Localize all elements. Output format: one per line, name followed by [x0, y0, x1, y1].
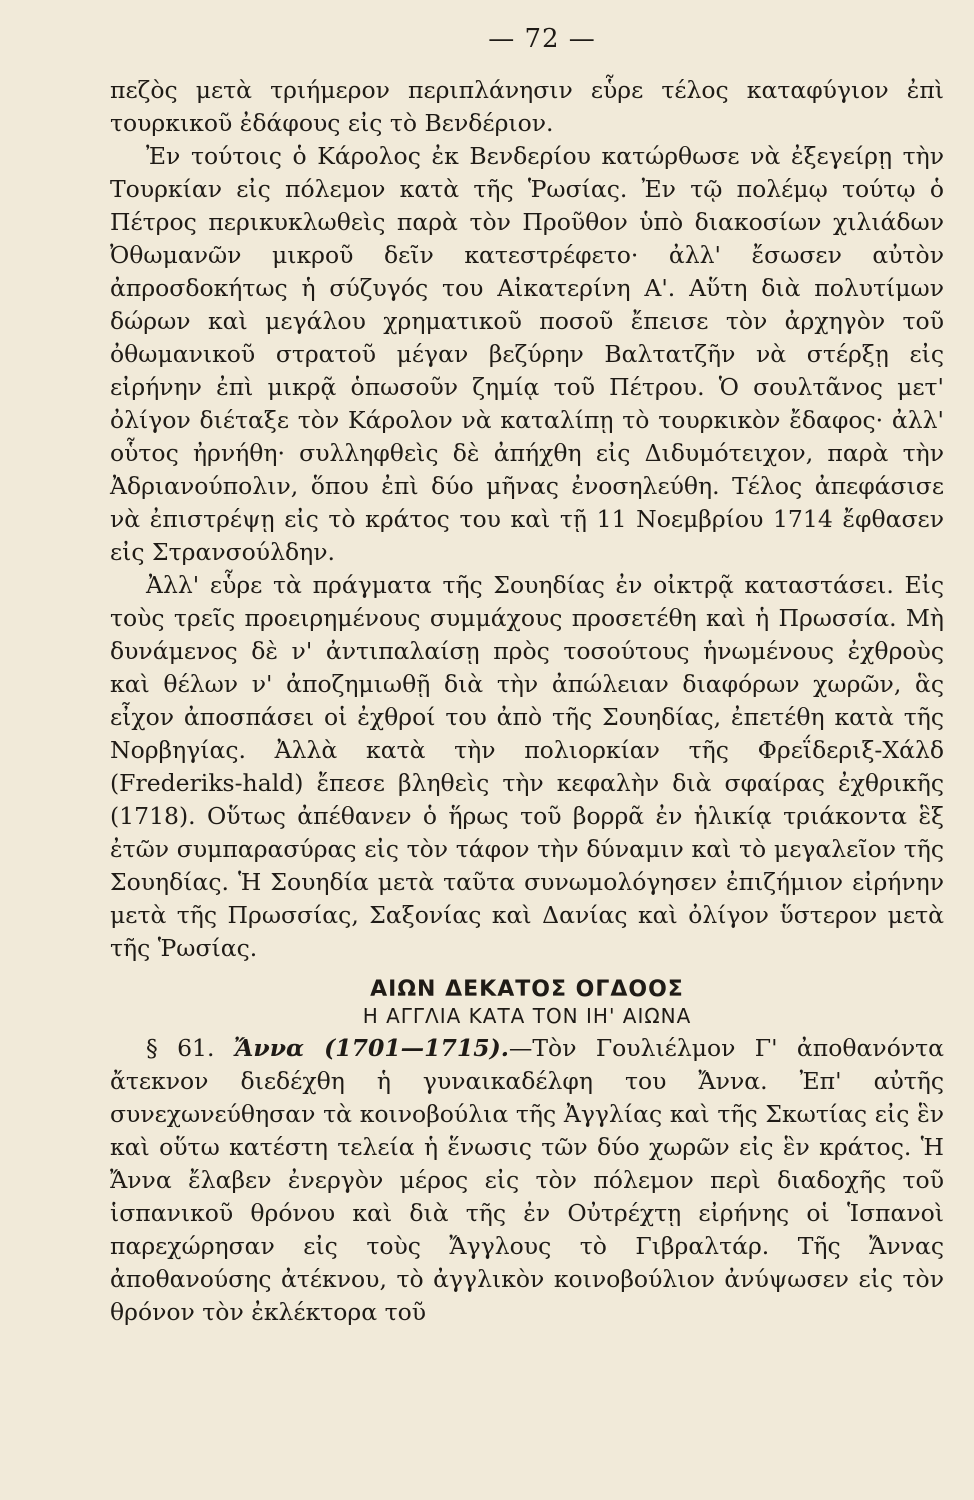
- section-heading: ΑΙΩΝ ΔΕΚΑΤΟΣ ΟΓΔΟΟΣ: [370, 977, 684, 1002]
- section-paragraph: [110, 1032, 944, 1329]
- paragraph-3: Ἀλλ' εὗρε τὰ πράγματα τῆς Σουηδίας ἐν οἰκτρᾷ καταστάσει. Εἰς τοὺς τρεῖς προειρημένους συμμάχους προσετέθη καὶ ἡ Πρωσσία. Μὴ δυνάμενος δὲ ν' ἀντιπαλαίσῃ πρὸς τοσούτους ἡνωμένους ἐχθροὺς καὶ θέλων ν' ἀποζημιωθῇ διὰ τὴν ἀπώλειαν διαφόρων χωρῶν, ἃς εἶχον ἀποσπάσει οἱ ἐχθροί του ἀπὸ τῆς Σουηδίας, ἐπετέθη κατὰ τῆς Νορβηγίας. Ἀλλὰ κατὰ τὴν πολιορκίαν τῆς Φρεΐδεριξ-Χάλδ (Frederiks-hald) ἔπεσε βληθεὶς τὴν κεφαλὴν διὰ σφαίρας ἐχθρικῆς (1718). Οὕτως ἀπέθανεν ὁ ἥρως τοῦ βορρᾶ ἐν ἡλικίᾳ τριάκοντα ἓξ ἐτῶν συμπαρασύρας εἰς τὸν τάφον τὴν δύναμιν καὶ τὸ μεγαλεῖον τῆς Σουηδίας. Ἡ Σουηδία μετὰ ταῦτα συνωμολόγησεν ἐπιζήμιον εἰρήνην μετὰ τῆς Πρωσσίας, Σαξονίας καὶ Δανίας καὶ ὀλίγον ὕστερον μετὰ τῆς Ῥωσίας.: [110, 571, 944, 962]
- section-subheading: Η ΑΓΓΛΙΑ ΚΑΤΑ ΤΟΝ ΙΗ' ΑΙΩΝΑ: [362, 1004, 692, 1028]
- paragraph-2: Ἐν τούτοις ὁ Κάρολος ἐκ Βενδερίου κατώρθωσε νὰ ἐξεγείρῃ τὴν Τουρκίαν εἰς πόλεμον κατὰ τῆς Ῥωσίας. Ἐν τῷ πολέμῳ τούτῳ ὁ Πέτρος περικυκλωθεὶς παρὰ τὸν Προῦθον ὑπὸ διακοσίων χιλιάδων Ὀθωμανῶν μικροῦ δεῖν κατεστρέφετο· ἀλλ' ἔσωσεν αὐτὸν ἀπροσδοκήτως ἡ σύζυγός του Αἰκατερίνη Α'. Αὕτη διὰ πολυτίμων δώρων καὶ μεγάλου χρηματικοῦ ποσοῦ ἔπεισε τὸν ἀρχηγὸν τοῦ ὀθωμανικοῦ στρατοῦ μέγαν βεζύρην Βαλτατζῆν νὰ στέρξῃ εἰς εἰρήνην ἐπὶ μικρᾷ ὁπωσοῦν ζημίᾳ τοῦ Πέτρου. Ὁ σουλτᾶνος μετ' ὀλίγον διέταξε τὸν Κάρολον νὰ καταλίπῃ τὸ τουρκικὸν ἔδαφος· ἀλλ' οὗτος ἠρνήθη· συλληφθεὶς δὲ ἀπήχθη εἰς Διδυμότειχον, παρὰ τὴν Ἀδριανούπολιν, ὅπου ἐπὶ δύο μῆνας ἐνοσηλεύθη. Τέλος ἀπεφάσισε νὰ ἐπιστρέψῃ εἰς τὸ κράτος του καὶ τῇ 11 Νοεμβρίου 1714 ἔφθασεν εἰς Στρανσούλδην.: [110, 142, 944, 566]
- page-number: — 72 —: [488, 24, 596, 54]
- section-number: § 61.: [146, 1034, 215, 1062]
- section-body: —Τὸν Γουλιέλμον Γ' ἀποθανόντα ἄτεκνον διεδέχθη ἡ γυναικαδέλφη του Ἄννα. Ἐπ' αὐτῆς συνεχωνεύθησαν τὰ κοινοβούλια τῆς Ἀγγλίας καὶ τῆς Σκωτίας εἰς ἓν καὶ οὕτω κατέστη τελεία ἡ ἕνωσις τῶν δύο χωρῶν εἰς ἓν κράτος. Ἡ Ἄννα ἔλαβεν ἐνεργὸν μέρος εἰς τὸν πόλεμον περὶ διαδοχῆς τοῦ ἱσπανικοῦ θρόνου καὶ διὰ τῆς ἐν Οὐτρέχτῃ εἰρήνης οἱ Ἱσπανοὶ παρεχώρησαν εἰς τοὺς Ἄγγλους τὸ Γιβραλτάρ. Τῆς Ἄννας ἀποθανούσης ἀτέκνου, τὸ ἀγγλικὸν κοινοβούλιον ἀνύψωσεν εἰς τὸν θρόνον τὸν ἐκλέκτορα τοῦ: [110, 1034, 944, 1326]
- section-title: Ἄννα (1701—1715).: [233, 1034, 509, 1062]
- paragraph-1: πεζὸς μετὰ τριήμερον περιπλάνησιν εὗρε τέλος καταφύγιον ἐπὶ τουρκικοῦ ἐδάφους εἰς τὸ Βενδέριον.: [110, 76, 944, 137]
